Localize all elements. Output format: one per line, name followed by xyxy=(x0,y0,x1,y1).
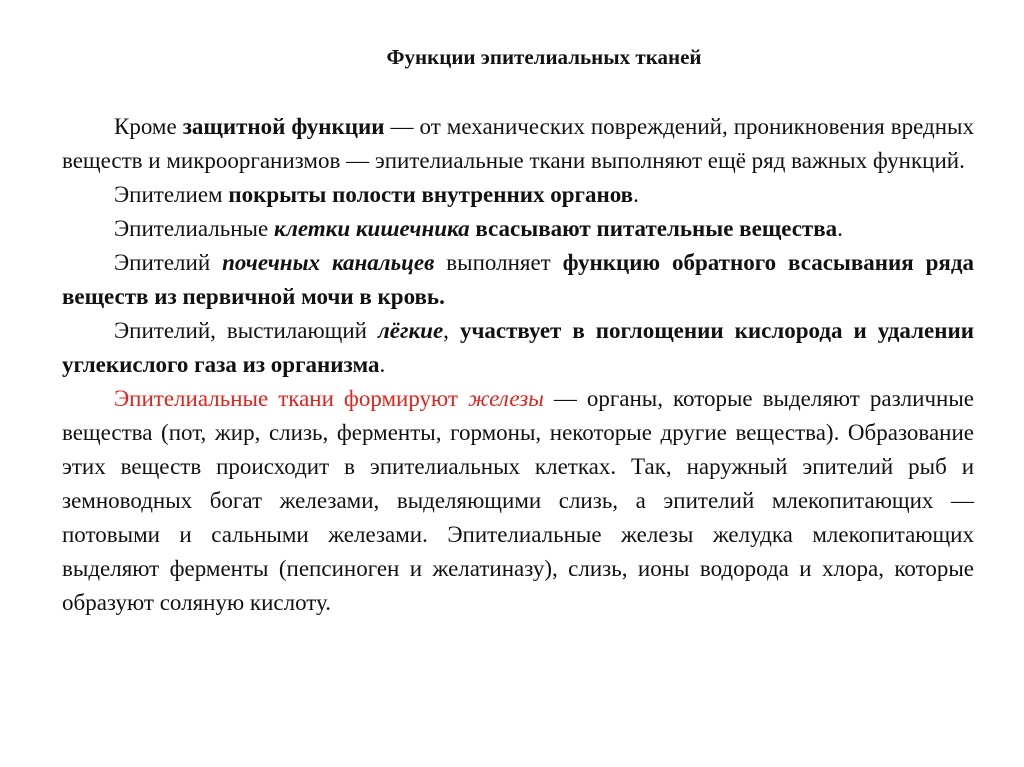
p4-text-2: выполняет xyxy=(434,250,563,275)
p2-bold-term: покрыты полости внутренних органов xyxy=(228,182,634,207)
p3-text-3: . xyxy=(837,216,843,241)
p2-text-1: Эпителием xyxy=(114,182,229,207)
paragraph-lungs xyxy=(62,314,974,382)
p1-bold-term: защитной функции xyxy=(182,114,385,139)
p5-text-2: , xyxy=(443,318,460,343)
p4-bold-term: функцию обратного всасывания ряда веществ из первичной мочи в кровь. xyxy=(62,250,975,309)
p1-text-1: Кроме xyxy=(114,114,183,139)
p4-text-1: Эпителий xyxy=(114,250,223,275)
p2-text-2: . xyxy=(633,182,639,207)
paragraph-protective-function xyxy=(62,110,974,178)
p5-bold-term: участвует в поглощении кислорода и удалении углекислого газа из организма xyxy=(62,318,975,377)
slide-body xyxy=(62,110,974,620)
p3-italic-term: клетки кишечника xyxy=(273,216,470,241)
paragraph-cavity-lining xyxy=(62,178,974,212)
p6-red-text: Эпителиальные ткани формируют xyxy=(114,386,468,411)
p6-red-italic-term: железы xyxy=(468,386,544,411)
p5-italic-term: лёгкие xyxy=(378,318,444,343)
p4-italic-term: почечных канальцев xyxy=(222,250,435,275)
p3-text-1: Эпителиальные xyxy=(114,216,274,241)
p5-text-3: . xyxy=(379,352,386,377)
p6-text: — органы, которые выделяют различные вещества (пот, жир, слизь, ферменты, гормоны, некоторые другие вещества). Образование этих веществ происходит в эпителиальных клетках. Так, наружный эпителий рыб и земноводных богат железами, выделяющими слизь, а эпителий млекопитающих — потовыми и сальными железами. Эпителиальные железы желудка млекопитающих выделяют ферменты (пепсиноген и желатиназу), слизь, ионы водорода и хлора, которые образуют соляную кислоту. xyxy=(62,386,974,615)
slide-title: Функции эпителиальных тканей xyxy=(386,45,702,69)
p5-text-1: Эпителий, выстилающий xyxy=(114,318,378,343)
paragraph-kidney xyxy=(62,246,974,314)
p3-bold-term: всасывают питательные вещества xyxy=(475,216,838,241)
p1-text-2: — от механических повреждений, проникновения вредных веществ и микроорганизмов — эпителиальные ткани выполняют ещё ряд важных функций. xyxy=(62,114,974,173)
paragraph-intestine xyxy=(62,212,974,246)
paragraph-glands xyxy=(62,382,974,620)
